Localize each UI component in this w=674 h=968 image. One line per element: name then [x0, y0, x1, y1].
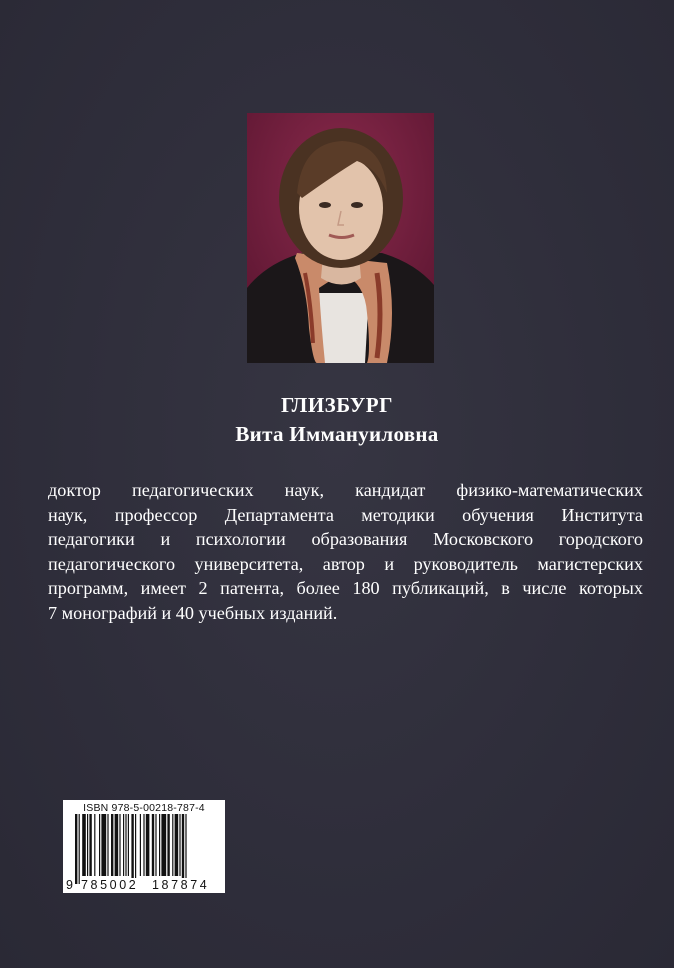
bio-line: 7 монографий и 40 учебных изданий. [48, 602, 338, 623]
barcode-bar [107, 814, 108, 876]
barcode-bar [99, 814, 100, 876]
barcode-bar [146, 814, 150, 876]
barcode-bar [155, 814, 156, 876]
isbn-barcode [63, 800, 225, 893]
barcode-bar [135, 814, 136, 884]
barcode-bar [119, 814, 120, 876]
author-bio [48, 478, 643, 625]
barcode-left-group: 785002 [81, 878, 139, 892]
author-portrait-image [247, 113, 434, 363]
barcode-right-group: 187874 [152, 878, 210, 892]
bio-line: педагогического университета, автор и руководитель магистерских [48, 553, 643, 574]
bio-line: наук, профессор Департамента методики обучения Института [48, 504, 643, 525]
barcode-bar [101, 814, 106, 876]
barcode-bar [111, 814, 113, 876]
barcode-bar [89, 814, 91, 876]
barcode-bar [94, 814, 95, 876]
barcode-bar [182, 814, 184, 884]
barcode-bar [125, 814, 126, 876]
barcode-bar [167, 814, 169, 876]
bio-line: программ, имеет 2 патента, более 180 публикаций, в числе которых [48, 578, 643, 598]
bio-line: доктор педагогических наук, кандидат физико-математических [48, 480, 643, 500]
barcode-digits [63, 878, 225, 893]
barcode-bar [79, 814, 80, 884]
author-photo [247, 113, 434, 363]
barcode-bar [82, 814, 86, 876]
barcode-bar [172, 814, 173, 876]
bio-line: педагогики и психологии образования Московского городского [48, 529, 643, 549]
barcode-bar [185, 814, 186, 884]
barcode-bar [159, 814, 160, 876]
barcode-bar [115, 814, 119, 876]
author-surname: ГЛИЗБУРГ [280, 393, 393, 417]
barcode-bar [175, 814, 179, 876]
isbn-label: ISBN 978-5-00218-787-4 [83, 802, 205, 814]
barcode-bar [152, 814, 154, 876]
barcode-bar [161, 814, 166, 876]
barcode-bar [123, 814, 124, 876]
barcode-bar [131, 814, 133, 884]
barcode-bar [179, 814, 180, 876]
barcode-bars [63, 814, 225, 884]
barcode-bar [140, 814, 141, 876]
author-name: Вита Иммануиловна [235, 422, 439, 446]
barcode-bar [128, 814, 129, 876]
barcode-bar [87, 814, 88, 876]
barcode-bar [143, 814, 144, 876]
barcode-first-digit: 9 [66, 878, 73, 892]
barcode-bar [75, 814, 77, 884]
